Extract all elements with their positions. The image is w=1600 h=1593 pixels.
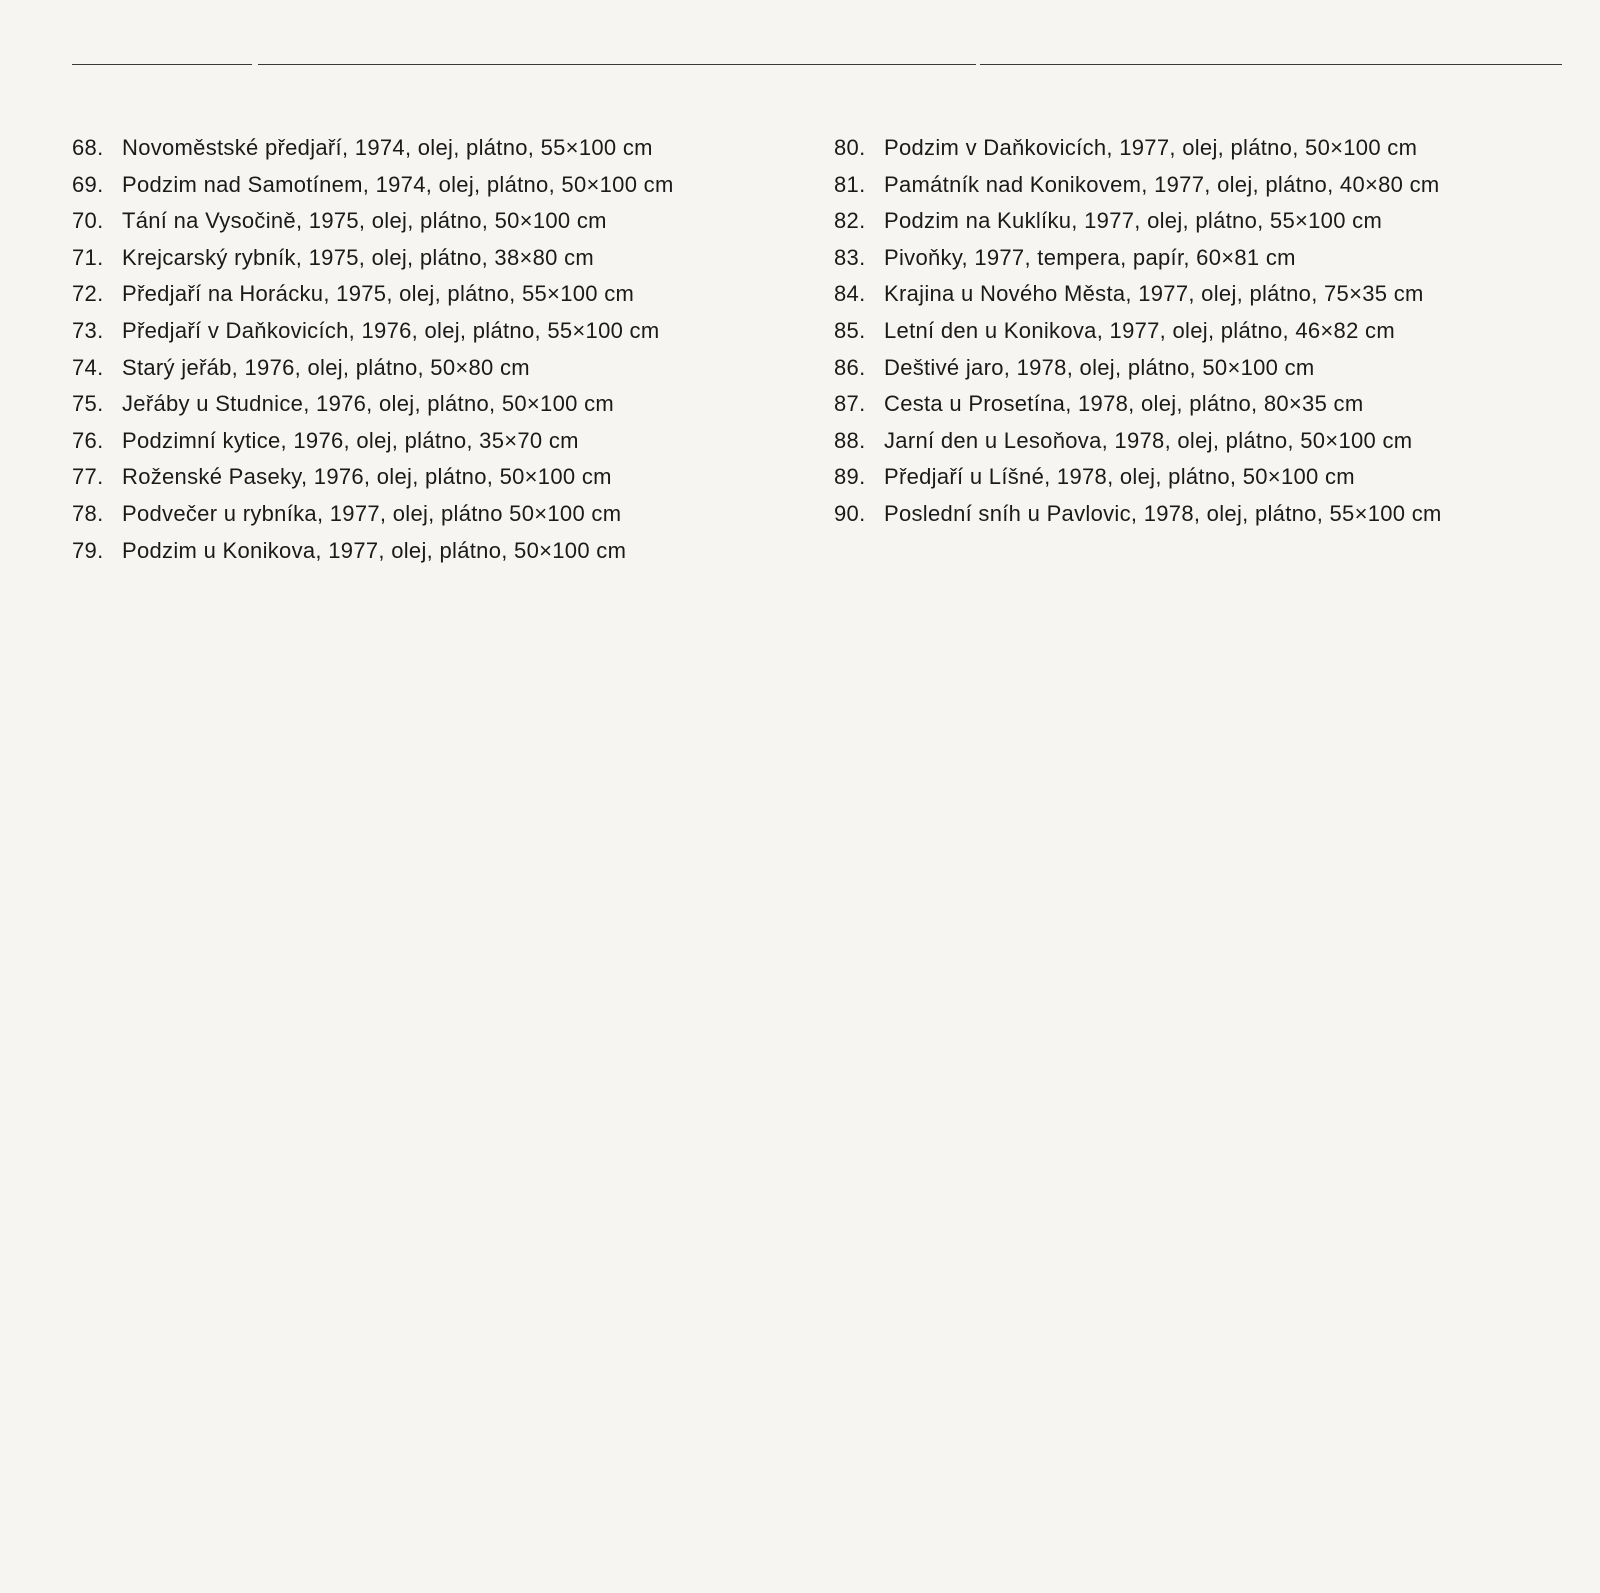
entry-number: 84.	[834, 281, 866, 307]
entry-text: Předjaří v Daňkovicích, 1976, olej, plátno, 55×100 cm	[122, 317, 660, 343]
list-item	[834, 276, 1554, 313]
entry-text: Podvečer u rybníka, 1977, olej, plátno 50×100 cm	[122, 500, 622, 526]
list-item	[72, 423, 802, 460]
entry-number: 78.	[72, 500, 104, 526]
entry-text: Jarní den u Lesoňova, 1978, olej, plátno, 50×100 cm	[884, 427, 1413, 453]
list-item	[72, 313, 802, 350]
list-item	[72, 496, 802, 533]
list-item	[834, 167, 1554, 204]
entry-number: 74.	[72, 354, 104, 380]
list-item	[72, 203, 802, 240]
entry-text: Novoměstské předjaří, 1974, olej, plátno, 55×100 cm	[122, 135, 653, 160]
entry-number: 69.	[72, 171, 104, 197]
list-item	[72, 130, 802, 167]
entry-text: Starý jeřáb, 1976, olej, plátno, 50×80 cm	[122, 354, 530, 380]
list-item	[834, 130, 1554, 167]
entry-number: 72.	[72, 281, 104, 307]
entry-text: Letní den u Konikova, 1977, olej, plátno, 46×82 cm	[884, 317, 1395, 343]
entry-text: Podzim u Konikova, 1977, olej, plátno, 50×100 cm	[122, 537, 627, 563]
entry-text: Tání na Vysočině, 1975, olej, plátno, 50×100 cm	[122, 208, 607, 234]
list-item	[834, 203, 1554, 240]
header-rule-short	[72, 64, 252, 65]
list-item	[72, 167, 802, 204]
entry-text: Podzim v Daňkovicích, 1977, olej, plátno, 50×100 cm	[884, 135, 1418, 160]
list-item	[72, 533, 802, 570]
entry-text: Jeřáby u Studnice, 1976, olej, plátno, 50×100 cm	[122, 391, 614, 417]
entry-number: 88.	[834, 427, 866, 453]
header-rule-middle	[258, 64, 976, 65]
entry-number: 81.	[834, 171, 866, 197]
list-item	[72, 276, 802, 313]
entry-text: Předjaří u Líšné, 1978, olej, plátno, 50×100 cm	[884, 464, 1355, 490]
entry-number: 77.	[72, 464, 104, 490]
entry-number: 83.	[834, 244, 866, 270]
list-item	[72, 350, 802, 387]
entry-number: 90.	[834, 500, 866, 526]
entry-text: Roženské Paseky, 1976, olej, plátno, 50×100 cm	[122, 464, 612, 490]
list-item	[834, 240, 1554, 277]
entry-number: 82.	[834, 208, 866, 234]
entry-text: Krejcarský rybník, 1975, olej, plátno, 38×80 cm	[122, 244, 595, 270]
list-item	[834, 350, 1554, 387]
list-item	[834, 459, 1554, 496]
list-item	[72, 240, 802, 277]
list-item	[72, 459, 802, 496]
entry-text: Památník nad Konikovem, 1977, olej, plátno, 40×80 cm	[884, 171, 1440, 197]
works-list-left-column	[72, 130, 802, 569]
list-item	[72, 386, 802, 423]
entry-number: 75.	[72, 391, 104, 417]
entry-number: 71.	[72, 244, 104, 270]
entry-text: Krajina u Nového Města, 1977, olej, plátno, 75×35 cm	[884, 281, 1424, 307]
entry-number: 80.	[834, 135, 866, 160]
header-rule-right	[980, 64, 1562, 65]
entry-text: Podzim nad Samotínem, 1974, olej, plátno, 50×100 cm	[122, 171, 674, 197]
entry-number: 73.	[72, 317, 104, 343]
entry-number: 87.	[834, 391, 866, 417]
entry-number: 85.	[834, 317, 866, 343]
list-item	[834, 423, 1554, 460]
entry-text: Podzim na Kuklíku, 1977, olej, plátno, 55×100 cm	[884, 208, 1383, 234]
entry-text: Deštivé jaro, 1978, olej, plátno, 50×100 cm	[884, 354, 1315, 380]
entry-number: 68.	[72, 135, 104, 160]
entry-number: 76.	[72, 427, 104, 453]
entry-text: Podzimní kytice, 1976, olej, plátno, 35×70 cm	[122, 427, 579, 453]
entry-number: 86.	[834, 354, 866, 380]
list-item	[834, 386, 1554, 423]
list-item	[834, 313, 1554, 350]
entry-text: Cesta u Prosetína, 1978, olej, plátno, 80×35 cm	[884, 391, 1364, 417]
entry-text: Poslední sníh u Pavlovic, 1978, olej, plátno, 55×100 cm	[884, 500, 1442, 526]
entry-number: 70.	[72, 208, 104, 234]
entry-number: 79.	[72, 537, 104, 563]
entry-text: Pivoňky, 1977, tempera, papír, 60×81 cm	[884, 244, 1296, 270]
entry-number: 89.	[834, 464, 866, 490]
works-list-right-column	[834, 130, 1554, 533]
list-item	[834, 496, 1554, 533]
entry-text: Předjaří na Horácku, 1975, olej, plátno, 55×100 cm	[122, 281, 635, 307]
